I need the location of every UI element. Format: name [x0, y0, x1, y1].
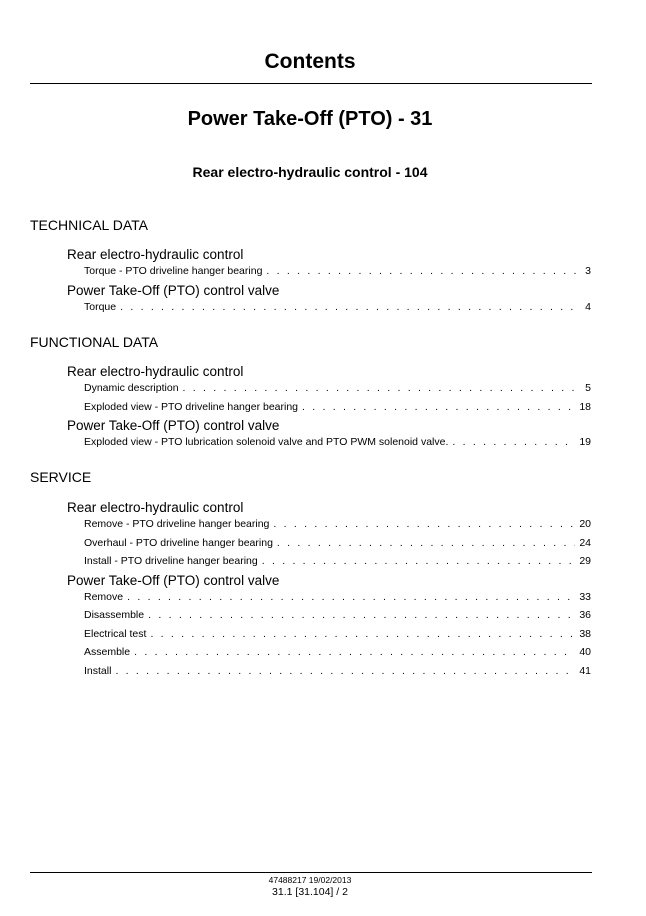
toc-entry[interactable] — [84, 400, 591, 414]
toc-entry-page: 19 — [579, 436, 591, 448]
toc-entry[interactable] — [84, 264, 591, 278]
section-header: SERVICE — [30, 469, 92, 485]
toc-entry[interactable] — [84, 664, 591, 678]
toc-entry-label: Torque - PTO driveline hanger bearing — [84, 265, 263, 277]
toc-entry[interactable] — [84, 608, 591, 622]
toc-entry[interactable] — [84, 381, 591, 395]
dot-leader — [134, 645, 575, 659]
toc-entry-page: 24 — [579, 537, 591, 549]
dot-leader — [302, 400, 575, 414]
footer-doc-ref: 47488217 19/02/2013 — [268, 875, 352, 885]
toc-entry-page: 18 — [579, 401, 591, 413]
toc-entry-page: 29 — [579, 555, 591, 567]
toc-entry-label: Dynamic description — [84, 382, 179, 394]
dot-leader — [452, 435, 575, 449]
toc-entry-label: Exploded view - PTO lubrication solenoid valve and PTO PWM solenoid valve. — [84, 436, 449, 448]
toc-entry-page: 4 — [585, 301, 591, 313]
toc-entry[interactable] — [84, 300, 591, 314]
chapter-title: Power Take-Off (PTO) - 31 — [187, 108, 433, 130]
subgroup-title: Rear electro-hydraulic control — [67, 364, 244, 379]
section-header: TECHNICAL DATA — [30, 217, 148, 233]
toc-entry[interactable] — [84, 517, 591, 531]
group-title: Rear electro-hydraulic control - 104 — [192, 164, 428, 180]
toc-entry-page: 38 — [579, 628, 591, 640]
toc-entry-label: Assemble — [84, 646, 131, 658]
dot-leader — [148, 608, 575, 622]
title-rule — [30, 83, 592, 84]
subgroup-title: Rear electro-hydraulic control — [67, 247, 244, 262]
toc-entry[interactable] — [84, 554, 591, 568]
toc-entry-page: 40 — [579, 646, 591, 658]
footer-page-ref: 31.1 [31.104] / 2 — [272, 886, 348, 898]
toc-entry-page: 33 — [579, 591, 591, 603]
toc-entry[interactable] — [84, 536, 591, 550]
toc-entry-page: 36 — [579, 609, 591, 621]
subgroup-title: Power Take-Off (PTO) control valve — [67, 418, 280, 433]
toc-entry[interactable] — [84, 590, 591, 604]
subgroup-title: Power Take-Off (PTO) control valve — [67, 573, 280, 588]
page-title: Contents — [264, 50, 356, 73]
toc-entry-page: 41 — [579, 665, 591, 677]
toc-entry-label: Torque — [84, 301, 117, 313]
toc-entry-label: Remove — [84, 591, 124, 603]
dot-leader — [273, 517, 575, 531]
toc-entry-label: Exploded view - PTO driveline hanger bearing — [84, 401, 299, 413]
dot-leader — [266, 264, 581, 278]
toc-entry[interactable] — [84, 627, 591, 641]
toc-entry-label: Remove - PTO driveline hanger bearing — [84, 518, 270, 530]
toc-entry-page: 5 — [585, 382, 591, 394]
toc-entry-label: Overhaul - PTO driveline hanger bearing — [84, 537, 273, 549]
section-header: FUNCTIONAL DATA — [30, 334, 159, 350]
toc-entry-label: Disassemble — [84, 609, 145, 621]
dot-leader — [115, 664, 575, 678]
toc-entry-label: Install - PTO driveline hanger bearing — [84, 555, 258, 567]
toc-entry-page: 20 — [579, 518, 591, 530]
subgroup-title: Power Take-Off (PTO) control valve — [67, 283, 280, 298]
toc-entry-label: Electrical test — [84, 628, 147, 640]
toc-entry-page: 3 — [585, 265, 591, 277]
dot-leader — [150, 627, 575, 641]
dot-leader — [120, 300, 581, 314]
dot-leader — [262, 554, 576, 568]
toc-entry[interactable] — [84, 645, 591, 659]
toc-entry-label: Install — [84, 665, 112, 677]
footer-rule — [30, 872, 592, 873]
toc-entry[interactable] — [84, 435, 591, 449]
dot-leader — [277, 536, 575, 550]
dot-leader — [127, 590, 575, 604]
subgroup-title: Rear electro-hydraulic control — [67, 500, 244, 515]
dot-leader — [183, 381, 582, 395]
